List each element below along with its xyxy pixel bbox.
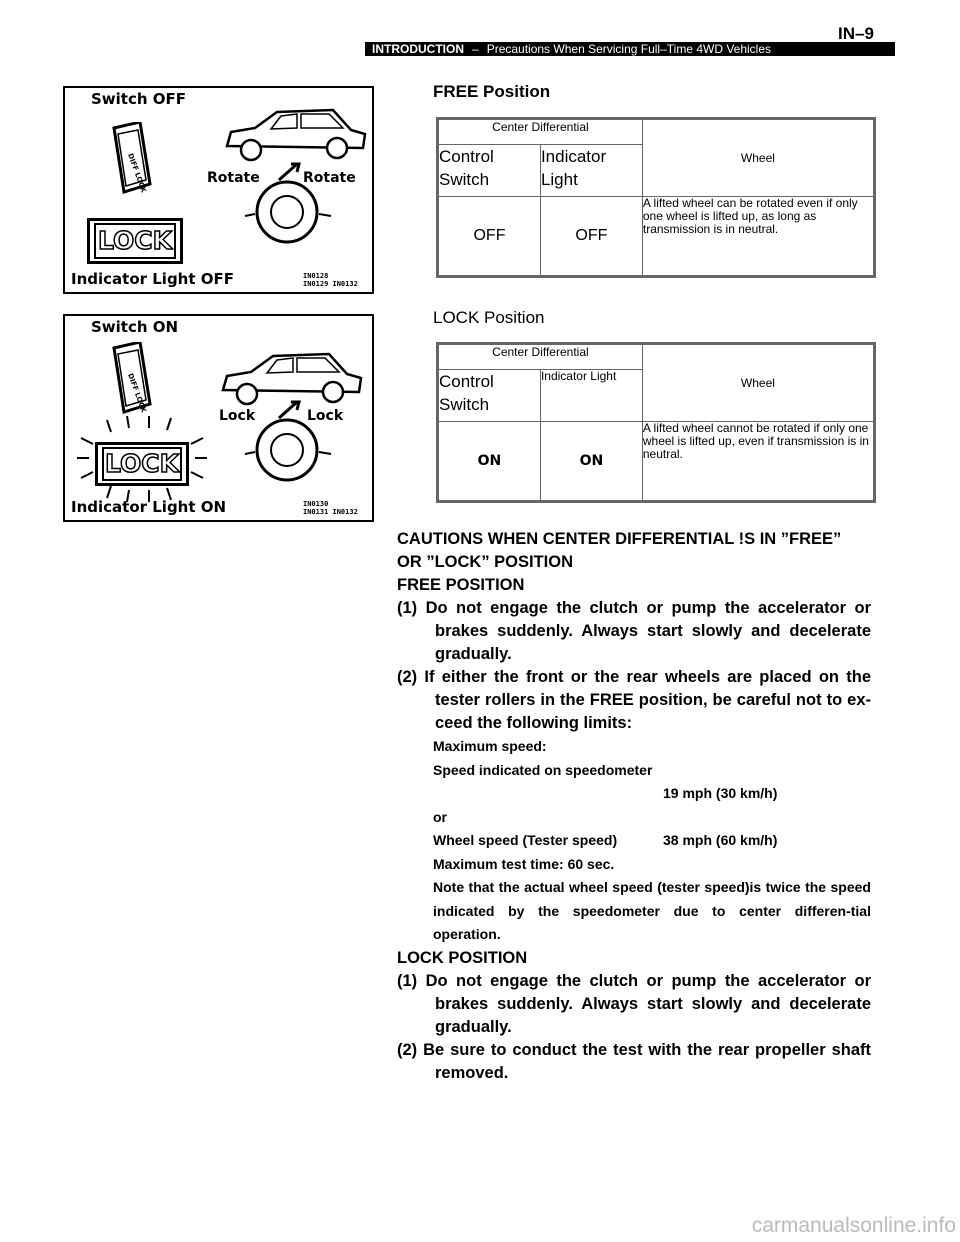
lock-position-table — [436, 342, 876, 503]
lock-item-1: (1) Do not engage the clutch or pump the accelerator or brakes suddenly. Always start slowly and decelerate gradually. — [397, 971, 871, 1036]
rotate-left-label: Rotate — [207, 170, 260, 186]
wheel-header: Wheel — [642, 344, 874, 422]
free-position-heading: FREE POSITION — [397, 576, 525, 594]
wheel-speed-label: Wheel speed (Tester speed) — [433, 832, 618, 848]
figure-code-2: IN0129 IN0132 — [303, 280, 358, 288]
header-subtitle: Precautions When Servicing Full–Time 4WD Vehicles — [486, 42, 772, 56]
diff-lock-switch-icon — [110, 342, 156, 418]
figure-code-2: IN0131 IN0132 — [303, 508, 358, 516]
control-switch-header: Control Switch — [438, 145, 541, 197]
indicator-light-off-label: Indicator Light OFF — [71, 270, 235, 288]
switch-on-label: Switch ON — [91, 318, 179, 336]
max-test-time: Maximum test time: 60 sec. — [433, 855, 615, 872]
or-text: or — [433, 808, 447, 825]
header-title — [372, 42, 771, 56]
header-separator: – — [472, 42, 479, 56]
lock-position-heading: LOCK POSITION — [397, 948, 528, 967]
free-position-title: FREE Position — [433, 82, 551, 101]
speed-note: Note that the actual wheel speed (tester speed)is twice the speed indicated by the speedometer due to center differen-tial operation. — [433, 879, 871, 942]
watermark: carmanualsonline.info — [751, 1214, 956, 1237]
rotate-right-label: Rotate — [303, 170, 356, 186]
figure-code-1: IN0128 — [303, 272, 329, 280]
diff-lock-switch-icon — [110, 122, 156, 198]
center-differential-header: Center Differential — [438, 344, 643, 370]
free-position-table — [436, 117, 876, 278]
indicator-light-header: Indicator Light — [540, 370, 642, 422]
cautions-heading-line2: OR ”LOCK” POSITION — [397, 553, 574, 571]
indicator-light-header: Indicator Light — [540, 145, 642, 197]
lock-left-label: Lock — [219, 408, 256, 424]
light-value: OFF — [540, 197, 642, 277]
lock-item-2: (2) Be sure to conduct the test with the rear propeller shaft removed. — [397, 1040, 871, 1082]
wheel-header: Wheel — [642, 119, 874, 197]
lock-badge: LOCK — [95, 442, 189, 486]
switch-text: DIFF LOCK — [126, 152, 148, 194]
wheel-rotate-icon — [235, 158, 335, 252]
speedometer-value: 19 mph (30 km/h) — [663, 785, 778, 801]
page-number: IN–9 — [838, 24, 874, 43]
cautions-heading-line1: CAUTIONS WHEN CENTER DIFFERENTIAL !S IN ”FREE” — [397, 530, 842, 548]
figure-switch-on — [63, 314, 374, 522]
indicator-light-on-label: Indicator Light ON — [71, 498, 227, 516]
cautions-section — [397, 528, 871, 1085]
wheel-speed-value: 38 mph (60 km/h) — [663, 832, 778, 848]
light-value: ON — [540, 422, 642, 502]
center-differential-header: Center Differential — [438, 119, 643, 145]
switch-off-label: Switch OFF — [91, 90, 187, 108]
figure-switch-off — [63, 86, 374, 294]
wheel-description: A lifted wheel can be rotated even if only one wheel is lifted up, as long as transmission is in neutral. — [642, 197, 874, 277]
figure-code-1: IN0130 — [303, 500, 329, 508]
lock-right-label: Lock — [307, 408, 344, 424]
free-item-2: (2) If either the front or the rear wheels are placed on the tester rollers in the FREE position, be careful not to ex-ceed the following limits: — [397, 668, 871, 732]
switch-value: ON — [438, 422, 541, 502]
switch-value: OFF — [438, 197, 541, 277]
wheel-description: A lifted wheel cannot be rotated if only one wheel is lifted up, even if transmission is in neutral. — [642, 422, 874, 502]
wheel-speed-row — [397, 829, 871, 853]
max-speed-label: Maximum speed: — [433, 738, 547, 754]
speedometer-label: Speed indicated on speedometer — [433, 761, 653, 778]
lock-badge: LOCK — [87, 218, 183, 264]
switch-text: DIFF LOCK — [126, 372, 148, 414]
header-section: INTRODUCTION — [372, 42, 464, 56]
lock-position-title: LOCK Position — [433, 308, 545, 327]
control-switch-header: Control Switch — [438, 370, 541, 422]
free-item-1: (1) Do not engage the clutch or pump the accelerator or brakes suddenly. Always start slowly and decelerate gradually. — [397, 599, 871, 663]
wheel-lock-icon — [235, 396, 335, 490]
